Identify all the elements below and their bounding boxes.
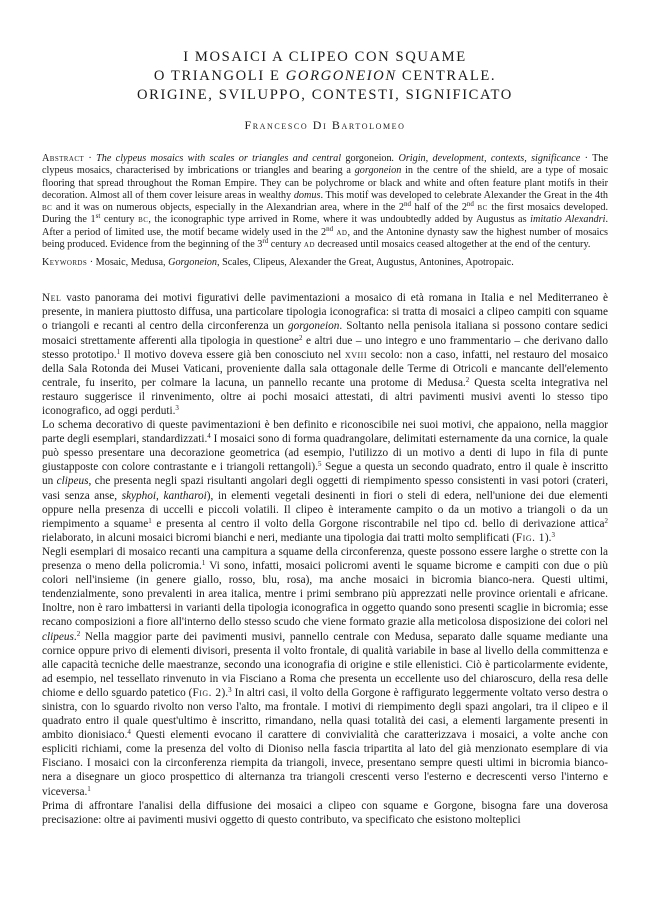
paragraph-text: e altri due – uno integro e uno frammentario – che derivano dallo stesso prototipo. xyxy=(42,334,608,361)
paragraph-2 xyxy=(42,418,608,545)
abstract-text: in the centre of the shield, are a type of mosaic flooring that spread throughout the Roman Empire. They can be polychrome or black and white and often feature plant motifs in their decoration. Almost all of them cover leisure areas in wealthy xyxy=(42,165,609,201)
title-line-2-post: CENTRALE. xyxy=(396,68,497,84)
footnote-ref[interactable]: 1 xyxy=(148,516,152,525)
abstract-term: imitatio Alexandri xyxy=(530,214,606,226)
abstract-text: . This motif was developed to celebrate Alexander the Great in the 4th xyxy=(320,189,609,201)
keywords-term: Gorgoneion xyxy=(168,257,217,268)
paragraph-1 xyxy=(42,291,608,418)
ordinal-suffix: rd xyxy=(262,236,269,245)
abstract-text: the first mosaics developed. During the 1 xyxy=(42,202,608,226)
paragraph-text: , che presenta negli spazi risultanti angolari degli oggetti di riempimento spesso consistenti in vasi potori (crateri, vasi senza anse, xyxy=(42,475,609,502)
footnote-ref[interactable]: 2 xyxy=(465,375,470,384)
footnote-ref[interactable]: 1 xyxy=(87,784,91,793)
ordinal-suffix: nd xyxy=(403,200,411,208)
abstract-text: , the iconographic type arrived in Rome, where it was undoubtedly added by Augustus as xyxy=(148,214,531,226)
paragraph-text: ). xyxy=(544,531,552,544)
paragraph-text: Vi sono, infatti, mosaici policromi aventi le squame bicrome e campiti con due o più colori nell'insieme (in genere giallo, rosso, blu, rosa), ma anche mosaici in bicromia bianco-nera. Questi ultimi, tendenzialmente, sono prevalenti in area italica, mentre i primi sembrano più apprezzati nelle province orientali e africane. Inoltre, non è raro imbattersi in varianti della tipologia iconografica in oggetto quando sono presenti scaglie in bicromia; esse recano composizioni a fiore all'interno dello stesso scudo che viene formato grazie alla meticolosa disposizione dei colori nel xyxy=(42,560,608,629)
separator: · xyxy=(87,257,96,268)
author-name: Francesco Di Bartolomeo xyxy=(244,118,406,132)
paragraph-text: Nella maggior parte dei pavimenti musivi, pannello centrale con Medusa, separato dalle squame mediante una cornice oppure privo di elementi divisori, presenta il volto frontale, di qualità variabile in base al livello della committenza e alle capacità tecniche delle maestranze, secondo una iconografia di origine e stile ellenistici. Ciò è particolarmente evidente, ad esempio, nel tessellato rinvenuto in via Fisciano a Roma che presenta un eccellente uso del chiaroscuro, della resa delle chiome e dello sguardo patetico ( xyxy=(42,630,608,699)
separator: · xyxy=(84,153,97,164)
term: clipeus xyxy=(56,475,89,488)
era-label: ad xyxy=(303,238,316,250)
abstract-text: , and the Antonine dynasty saw the highest number of mosaics being produced. Evidence from the beginning of the 3 xyxy=(42,226,608,250)
term: clipeus xyxy=(42,630,74,643)
footnote-ref[interactable]: 3 xyxy=(551,530,555,539)
abstract-label: Abstract xyxy=(42,153,85,164)
paragraph-text: rielaborato, in alcuni mosaici bicromi bianchi e neri, mediante una tipologia dai tratti molto semplificati ( xyxy=(42,531,516,544)
separator: · xyxy=(580,153,593,164)
title-line-2 xyxy=(42,67,608,86)
paragraph-text: ), in elementi vegetali desinenti in fiori o steli di edera, nell'unione dei due elementi oppure nella presenza di uccelli e piccoli volatili. Il clipeo è interamente campito o da un motivo a triangoli o da un riempimento a squame xyxy=(42,489,608,530)
paragraph-text: Lo schema decorativo di queste pavimentazioni è ben definito e riconoscibile nei suoi motivi, che appaiono, nella maggior parte degli esemplari, standardizzati. xyxy=(42,419,608,446)
abstract xyxy=(42,153,608,251)
title-line-2-pre: O TRIANGOLI E xyxy=(153,68,286,84)
term: gorgoneion xyxy=(287,320,340,333)
abstract-title-roman: gorgoneion xyxy=(345,153,392,164)
abstract-term: domus xyxy=(293,189,321,201)
paragraph-text: . Soltanto nella penisola italiana si possono contare sedici mosaici strettamente afferenti alla tipologia in questione xyxy=(42,320,608,347)
paragraph-text: ). xyxy=(221,686,229,699)
footnote-ref[interactable]: 3 xyxy=(228,685,232,694)
footnote-ref[interactable]: 5 xyxy=(317,460,322,469)
paragraph-text: . xyxy=(73,630,77,643)
footnote-ref[interactable]: 1 xyxy=(201,559,206,568)
title-line-1: I MOSAICI A CLIPEO CON SQUAME xyxy=(183,49,467,65)
paragraph-lead: Nel xyxy=(42,292,62,305)
paragraph-text: In altri casi, il volto della Gorgone è raffigurato leggermente voltato verso destra o sinistra, con lo sguardo rivolto non verso l'alto, ma frontale. I motivi di riempimento degli spazi angolari, tra il clipeo e il quadrato entro il quale quest'ultimo è inscritto, rimandano, nella quasi totalità dei casi, a elementi largamente presenti in ambito dionisiaco. xyxy=(42,686,608,742)
abstract-title-end: . Origin, development, contexts, significance xyxy=(391,153,581,164)
abstract-text: decreased until mosaics ceased altogether at the end of the century. xyxy=(315,238,591,250)
footnote-ref[interactable]: 2 xyxy=(299,333,303,342)
keywords-text: , Scales, Clipeus, Alexander the Great, Augustus, Antonines, Apotropaic. xyxy=(216,257,514,268)
era-label: bc xyxy=(42,202,53,213)
paragraph-text: Prima di affrontare l'analisi della diffusione dei mosaici a clipeo con squame e Gorgone, bisogna fare una doverosa precisazione: oltre ai pavimenti musivi oggetto di questo contributo, va specificato che esistono molteplici xyxy=(42,799,608,826)
ordinal-suffix: nd xyxy=(466,200,474,208)
title-line-2-italic: GORGONEION xyxy=(285,68,397,84)
footnote-ref[interactable]: 2 xyxy=(76,629,81,638)
era-label: bc xyxy=(477,202,488,213)
paragraph-text: Negli esemplari di mosaico recanti una campitura a squame della circonferenza, queste possono essere larghe o strette con la presenza o meno della policromia. xyxy=(42,545,608,573)
footnote-ref[interactable]: 4 xyxy=(127,728,131,737)
footnote-ref[interactable]: 4 xyxy=(207,432,211,441)
era-label: ad xyxy=(336,226,348,238)
paragraph-text: vasto panorama dei motivi figurativi delle pavimentazioni a mosaico di età romana in Italia e nel Mediterraneo è presente, in maniera piuttosto diffusa, una particolare tipologia iconografica: si tratta di mosaici a clipeo campiti con squame o triangoli e recanti al centro della circonferenza un xyxy=(42,292,608,333)
footnote-ref[interactable]: 1 xyxy=(116,347,121,356)
paragraph-4 xyxy=(42,799,608,827)
title-line-3: ORIGINE, SVILUPPO, CONTESTI, SIGNIFICATO xyxy=(137,87,513,103)
century-numeral: xviii xyxy=(344,348,367,361)
footnote-ref[interactable]: 3 xyxy=(175,404,179,412)
abstract-term: gorgoneion xyxy=(354,165,402,177)
abstract-text: The clypeus mosaics, characterised by imbrications or triangles and bearing a xyxy=(42,153,608,177)
paragraph-text: Segue a questa un secondo quadrato, entro il quale è inscritto un xyxy=(42,461,608,488)
paragraph-text: secolo: non a caso, infatti, nel restauro del mosaico della Sala Rotonda dei Musei Vaticani, proveniente dalla sala ottagonale delle Terme di Otricoli e mancante dell'elemento centrale, fu inserito, per colmare la lacuna, un pannello recante una protome di Medusa. xyxy=(42,348,608,389)
keywords xyxy=(42,257,608,269)
keywords-text: Mosaic, Medusa, xyxy=(95,257,169,268)
abstract-text: century xyxy=(268,238,304,250)
paragraph-text: Questi elementi evocano il carattere di convivialità che caratterizzava i mosaici, a volte anche con espliciti richiami, come la presenza del volto di Dioniso nella fascia tripartita al lato del già menzionato esemplare di via Fisciano. I mosaici con la circonferenza riempita da triangoli, invece, presentano sempre questi ultimi in bicromia bianco-nera a disegnare un gioco prospettico di alternanza tra triangoli crescenti verso l'esterno e decrescenti verso l'interno e viceversa. xyxy=(42,729,608,798)
term: skyphoi, kantharoi xyxy=(121,489,207,502)
era-label: bc xyxy=(138,214,149,226)
abstract-text: . After a period of limited use, the motif became widely used in the 2 xyxy=(42,214,608,238)
ordinal-suffix: st xyxy=(95,212,101,221)
keywords-label: Keywords xyxy=(42,257,88,268)
paragraph-text: e presenta al centro il volto della Gorgone riscontrabile nel tipo cd. bello di derivazione attica xyxy=(151,517,605,530)
figure-ref[interactable]: Fig. 2 xyxy=(192,686,222,699)
paragraph-text: Il motivo doveva essere già ben conosciuto nel xyxy=(120,348,345,361)
abstract-text: and it was on numerous objects, especially in the Alexandrian area, where in the 2 xyxy=(52,202,404,213)
article-body xyxy=(42,291,608,827)
abstract-text: century xyxy=(100,214,139,226)
article-title xyxy=(42,48,608,105)
ordinal-suffix: nd xyxy=(326,224,334,233)
paragraph-3 xyxy=(42,545,608,799)
paragraph-text: I mosaici sono di forma quadrangolare, delimitati esternamente da una cornice, la quale può spesso presentare una decorazione geometrica (ad esempio, l'utilizzo di un motivo a denti di lupo in fila di punte giustapposte con colore contrastante e i triangoli rettangoli). xyxy=(42,433,608,474)
figure-ref[interactable]: Fig. 1 xyxy=(515,531,545,544)
abstract-title: The clypeus mosaics with scales or triangles and central xyxy=(96,153,346,164)
abstract-text: half of the 2 xyxy=(410,202,467,213)
paragraph-text: Questa scelta integrativa nel restauro suggerisce il rinvenimento, oltre ai pochi mosaici attestati, di altri pavimenti musivi aventi lo stesso tipo iconografico, ad oggi perduti. xyxy=(42,376,608,417)
footnote-ref[interactable]: 2 xyxy=(604,516,608,525)
